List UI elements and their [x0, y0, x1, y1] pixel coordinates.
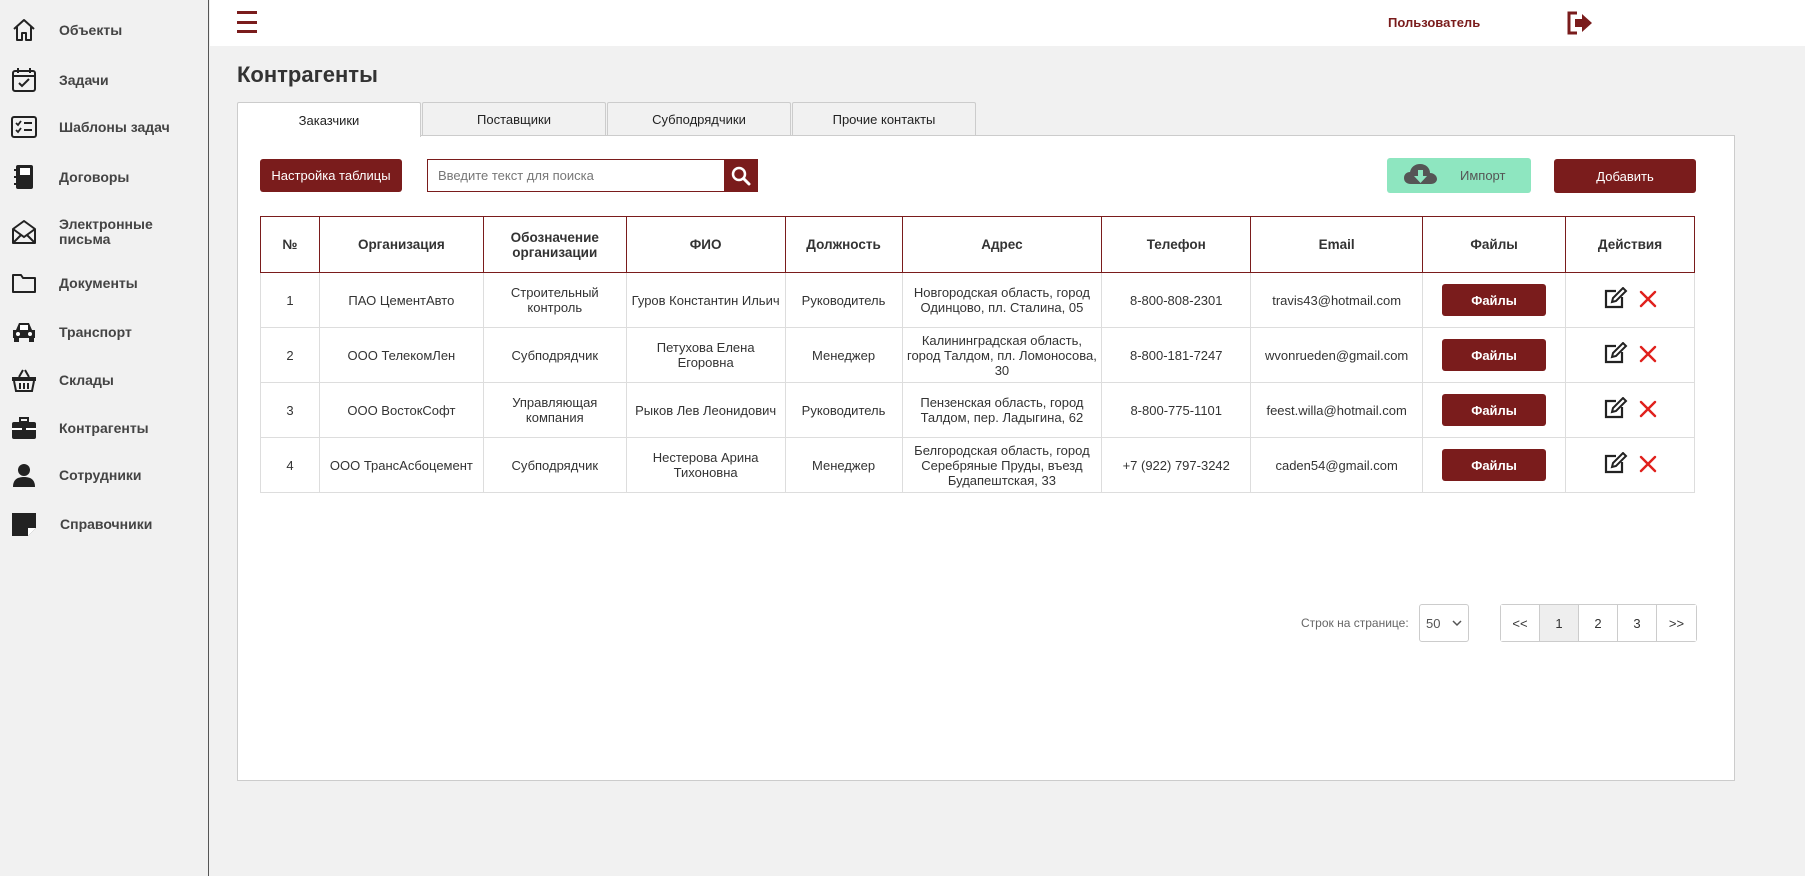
user-link[interactable]: Пользователь: [1388, 15, 1481, 30]
sidebar-item-label: Сотрудники: [59, 466, 142, 483]
cell-email: wvonrueden@gmail.com: [1251, 328, 1423, 383]
page-last-button[interactable]: >>: [1657, 605, 1696, 641]
cell-files: [1423, 328, 1566, 383]
rows-per-page-value: 50: [1426, 615, 1441, 631]
edit-icon[interactable]: [1602, 452, 1628, 476]
column-header-phone[interactable]: Телефон: [1102, 217, 1251, 273]
basket-icon: [10, 366, 38, 394]
edit-icon[interactable]: [1602, 342, 1628, 366]
sidebar-item-label: Шаблоны задач: [59, 118, 170, 135]
page-title: Контрагенты: [237, 62, 378, 87]
cell-number: 1: [261, 273, 320, 328]
home-icon: [10, 16, 38, 44]
cell-position: Менеджер: [785, 328, 902, 383]
search-box: [427, 159, 758, 192]
column-header-org-type[interactable]: Обозначение организации: [483, 217, 626, 273]
cell-actions: [1566, 328, 1695, 383]
sidebar-item-documents[interactable]: [0, 260, 208, 306]
cell-fio: Нестерова Арина Тихоновна: [626, 438, 785, 493]
edit-icon[interactable]: [1602, 397, 1628, 421]
contractors-table: [260, 216, 1695, 493]
column-header-email[interactable]: Email: [1251, 217, 1423, 273]
sidebar-item-label: Справочники: [60, 515, 153, 532]
cell-phone: 8-800-808-2301: [1102, 273, 1251, 328]
cell-files: [1423, 273, 1566, 328]
column-header-fio[interactable]: ФИО: [626, 217, 785, 273]
sidebar-item-emails[interactable]: [0, 209, 208, 255]
page-first-button[interactable]: <<: [1501, 605, 1540, 641]
logout-icon[interactable]: [1566, 11, 1594, 35]
sidebar-item-label: Задачи: [59, 71, 109, 88]
table-row: [261, 438, 1695, 493]
cell-position: Руководитель: [785, 383, 902, 438]
cell-organization: ООО ТрансАсбоцемент: [319, 438, 483, 493]
edit-icon[interactable]: [1602, 287, 1628, 311]
briefcase-icon: [10, 414, 38, 442]
column-header-organization[interactable]: Организация: [319, 217, 483, 273]
cell-phone: 8-800-775-1101: [1102, 383, 1251, 438]
car-icon: [10, 318, 38, 346]
files-button[interactable]: Файлы: [1442, 284, 1546, 316]
tab-suppliers[interactable]: Поставщики: [422, 102, 606, 136]
page-button-3[interactable]: 3: [1618, 605, 1657, 641]
cell-email: feest.willa@hotmail.com: [1251, 383, 1423, 438]
notebook-icon: [10, 163, 38, 191]
files-button[interactable]: Файлы: [1442, 449, 1546, 481]
cell-org-type: Управляющая компания: [483, 383, 626, 438]
sticky-note-icon: [10, 510, 38, 538]
cell-actions: [1566, 273, 1695, 328]
folder-icon: [10, 269, 38, 297]
cell-files: [1423, 438, 1566, 493]
sidebar-item-task-templates[interactable]: [0, 104, 208, 150]
cell-organization: ПАО ЦементАвто: [319, 273, 483, 328]
table-header-row: [261, 217, 1695, 273]
cloud-download-icon: [1403, 162, 1439, 188]
cell-fio: Гуров Константин Ильич: [626, 273, 785, 328]
cell-number: 2: [261, 328, 320, 383]
files-button[interactable]: Файлы: [1442, 394, 1546, 426]
cell-org-type: Строительный контроль: [483, 273, 626, 328]
sidebar-item-objects[interactable]: [0, 7, 208, 53]
sidebar-item-transport[interactable]: [0, 309, 208, 355]
cell-number: 4: [261, 438, 320, 493]
sidebar-item-tasks[interactable]: [0, 57, 208, 103]
top-header: [210, 0, 1805, 46]
sidebar-item-references[interactable]: [0, 501, 208, 547]
cell-org-type: Субподрядчик: [483, 328, 626, 383]
envelope-icon: [10, 218, 38, 246]
column-header-files[interactable]: Файлы: [1423, 217, 1566, 273]
delete-icon[interactable]: [1638, 289, 1658, 309]
page-button-2[interactable]: 2: [1579, 605, 1618, 641]
cell-organization: ООО ВостокСофт: [319, 383, 483, 438]
cell-files: [1423, 383, 1566, 438]
cell-email: caden54@gmail.com: [1251, 438, 1423, 493]
chevron-down-icon: [1452, 619, 1462, 627]
column-header-address[interactable]: Адрес: [902, 217, 1102, 273]
sidebar-item-label: Транспорт: [59, 323, 132, 340]
column-header-position[interactable]: Должность: [785, 217, 902, 273]
checklist-icon: [10, 113, 38, 141]
sidebar-item-contracts[interactable]: [0, 154, 208, 200]
cell-org-type: Субподрядчик: [483, 438, 626, 493]
cell-organization: ООО ТелекомЛен: [319, 328, 483, 383]
sidebar-item-label: Объекты: [59, 21, 123, 38]
cell-phone: +7 (922) 797-3242: [1102, 438, 1251, 493]
calendar-check-icon: [10, 66, 38, 94]
table-row: [261, 273, 1695, 328]
tab-customers[interactable]: Заказчики: [237, 102, 421, 137]
rows-per-page-select[interactable]: [1419, 604, 1469, 642]
tab-subcontractors[interactable]: Субподрядчики: [607, 102, 791, 136]
cell-position: Менеджер: [785, 438, 902, 493]
table-row: [261, 328, 1695, 383]
import-button[interactable]: [1387, 158, 1531, 193]
sidebar-item-label: Договоры: [59, 168, 130, 185]
cell-email: travis43@hotmail.com: [1251, 273, 1423, 328]
cell-fio: Рыков Лев Леонидович: [626, 383, 785, 438]
cell-address: Белгородская область, город Серебряные Пруды, въезд Будапештская, 33: [902, 438, 1102, 493]
cell-address: Новгородская область, город Одинцово, пл. Сталина, 05: [902, 273, 1102, 328]
files-button[interactable]: Файлы: [1442, 339, 1546, 371]
cell-address: Калининградская область, город Талдом, пл. Ломоносова, 30: [902, 328, 1102, 383]
import-label: Импорт: [1460, 168, 1506, 183]
cell-address: Пензенская область, город Талдом, пер. Ладыгина, 62: [902, 383, 1102, 438]
sidebar-item-label: Контрагенты: [59, 419, 149, 436]
user-icon: [10, 461, 38, 489]
search-icon: [731, 166, 751, 186]
sidebar-item-label: Электронные письма: [59, 216, 153, 247]
sidebar-item-employees[interactable]: [0, 452, 208, 498]
table-settings-button[interactable]: Настройка таблицы: [260, 159, 402, 192]
cell-number: 3: [261, 383, 320, 438]
column-header-actions[interactable]: Действия: [1566, 217, 1695, 273]
search-input[interactable]: [428, 160, 724, 191]
menu-icon[interactable]: [237, 11, 257, 33]
sidebar-item-label: Документы: [59, 274, 138, 291]
delete-icon[interactable]: [1638, 399, 1658, 419]
table-row: [261, 383, 1695, 438]
tab-other-contacts[interactable]: Прочие контакты: [792, 102, 976, 136]
rows-per-page-label: Строк на странице:: [1301, 616, 1409, 630]
search-button[interactable]: [724, 160, 757, 191]
sidebar-item-contractors[interactable]: [0, 405, 208, 451]
cell-fio: Петухова Елена Егоровна: [626, 328, 785, 383]
sidebar-item-warehouses[interactable]: [0, 357, 208, 403]
pagination: [1500, 604, 1697, 642]
cell-actions: [1566, 383, 1695, 438]
add-button[interactable]: Добавить: [1554, 159, 1696, 193]
cell-actions: [1566, 438, 1695, 493]
column-header-number[interactable]: №: [261, 217, 320, 273]
sidebar: [0, 0, 209, 876]
sidebar-item-label: Склады: [59, 371, 114, 388]
cell-position: Руководитель: [785, 273, 902, 328]
delete-icon[interactable]: [1638, 344, 1658, 364]
cell-phone: 8-800-181-7247: [1102, 328, 1251, 383]
delete-icon[interactable]: [1638, 454, 1658, 474]
page-button-1[interactable]: 1: [1540, 605, 1579, 641]
